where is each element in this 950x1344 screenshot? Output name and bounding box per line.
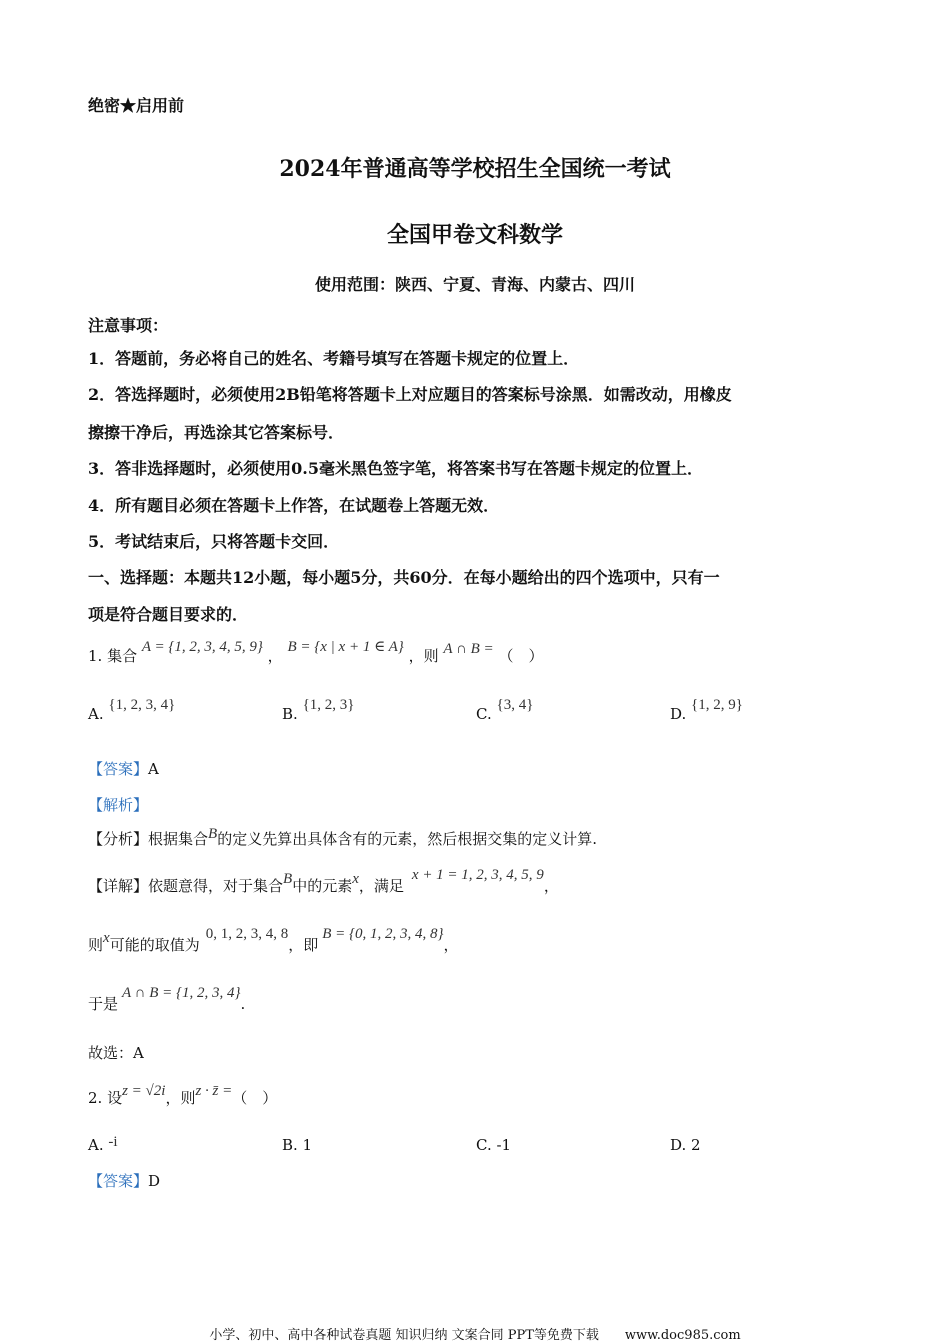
detail-tag: 【详解】 [88,877,149,895]
secret-label: 绝密★启用前 [88,96,185,115]
usage-scope: 使用范围：陕西、宁夏、青海、内蒙古、四川 [314,275,635,294]
q2-option-a-label: A. [88,1136,104,1154]
analysis-tag: 【解析】 [88,796,149,814]
line3-text-a: 于是 [88,995,119,1013]
q2-option-a [88,1136,118,1155]
exam-title: 2024年普通高等学校招生全国统一考试 [279,156,671,182]
note-5: 5．考试结束后，只将答题卡交回． [88,532,340,551]
line2-values: 0, 1, 2, 3, 4, 8 [205,926,289,942]
fenxi-tag: 【分析】 [88,830,149,848]
detail-text-a: 依题意得，对于集合 [148,877,284,895]
line2-set: B = {0, 1, 2, 3, 4, 8} [322,926,444,942]
q1-option-d [670,697,743,724]
q1-set-a: A = {1, 2, 3, 4, 5, 9} [141,639,263,655]
q1-detail-line-2 [88,926,459,955]
q1-option-d-label: D. [670,705,687,723]
line3-equation: A ∩ B = {1, 2, 3, 4} [122,985,241,1001]
question-1-stem [88,639,544,666]
detail-set-b: B [283,871,293,887]
q2-then: ，则 [165,1089,196,1107]
exam-subtitle: 全国甲卷文科数学 [386,222,563,248]
fenxi-text-a: 根据集合 [148,830,209,848]
q2-option-c: C. -1 [476,1136,512,1154]
line2-text-b: 可能的取值为 [109,936,200,954]
q1-option-b [282,697,355,724]
line2-text-a: 则 [88,936,104,954]
q1-option-b-value: {1, 2, 3} [302,697,355,713]
detail-text-c: ，满足 [358,877,404,895]
note-2-line-1: 2．答选择题时，必须使用2B铅笔将答题卡上对应题目的答案标号涂黑．如需改动，用橡皮 [88,385,732,404]
q1-detail-line-3 [88,985,246,1014]
q1-fenxi [88,828,597,849]
q2-z-definition: z = √2i [122,1083,166,1099]
q1-option-a [88,697,176,724]
q1-option-c [476,697,534,724]
q1-expression: A ∩ B = [443,641,494,657]
note-1: 1．答题前，务必将自己的姓名、考籍号填写在答题卡规定的位置上． [88,349,580,368]
q2-option-d: D. 2 [670,1136,701,1154]
fenxi-text-b: 的定义先算出具体含有的元素，然后根据交集的定义计算. [217,830,597,848]
note-4: 4．所有题目必须在答题卡上作答，在试题卷上答题无效． [88,496,500,515]
detail-text-d: ， [543,877,559,895]
answer-tag: 【答案】 [88,1172,149,1190]
q1-option-c-label: C. [476,705,492,723]
q1-answer-value: A [148,760,159,778]
q2-answer [88,1170,160,1191]
q1-option-a-label: A. [88,705,104,723]
question-2-stem [88,1083,278,1108]
q2-option-b: B. 1 [282,1136,313,1154]
q2-blank: （ ） [232,1089,278,1107]
q1-choose: 故选：A [88,1044,144,1062]
q1-option-b-label: B. [282,705,298,723]
footer-text: 小学、初中、高中各种试卷真题 知识归纳 文案合同 PPT等免费下载 www.doc985.com [209,1328,741,1343]
line2-text-d: ， [443,936,459,954]
notes-heading: 注意事项： [88,316,169,335]
q2-prefix: 2. 设 [88,1089,123,1107]
q1-then: ，则 [408,647,439,665]
q2-expression: z · z̄ = [195,1083,233,1099]
detail-equation: x + 1 = 1, 2, 3, 4, 5, 9 [411,867,544,883]
note-2-line-2: 擦擦干净后，再选涂其它答案标号． [88,423,345,442]
q1-option-d-value: {1, 2, 9} [691,697,743,713]
q1-option-a-value: {1, 2, 3, 4} [108,697,176,713]
q2-answer-value: D [148,1172,161,1190]
line2-text-c: ，即 [288,936,319,954]
q2-option-a-value: -i [108,1134,118,1150]
section-heading-line-2: 项是符合题目要求的． [88,605,249,624]
q1-answer [88,758,159,779]
note-3: 3．答非选择题时，必须使用0.5毫米黑色签字笔，将答案书写在答题卡规定的位置上． [88,459,703,478]
q1-analysis-tag [88,794,148,815]
detail-text-b: 中的元素 [292,877,353,895]
fenxi-set-b: B [208,826,218,842]
q1-comma: ， [267,647,283,665]
q1-blank: （ ） [498,647,544,665]
section-heading-line-1: 一、选择题：本题共12小题，每小题5分，共60分．在每小题给出的四个选项中，只有一 [88,568,720,587]
detail-var-x: x [352,871,359,887]
q1-option-c-value: {3, 4} [496,697,534,713]
answer-tag: 【答案】 [88,760,149,778]
q1-detail-line-1 [88,867,559,896]
q1-prefix: 1. 集合 [88,647,138,665]
line3-text-b: . [240,995,246,1013]
line2-var-x: x [103,930,110,946]
q1-set-b: B = {x | x + 1 ∈ A} [287,639,404,655]
